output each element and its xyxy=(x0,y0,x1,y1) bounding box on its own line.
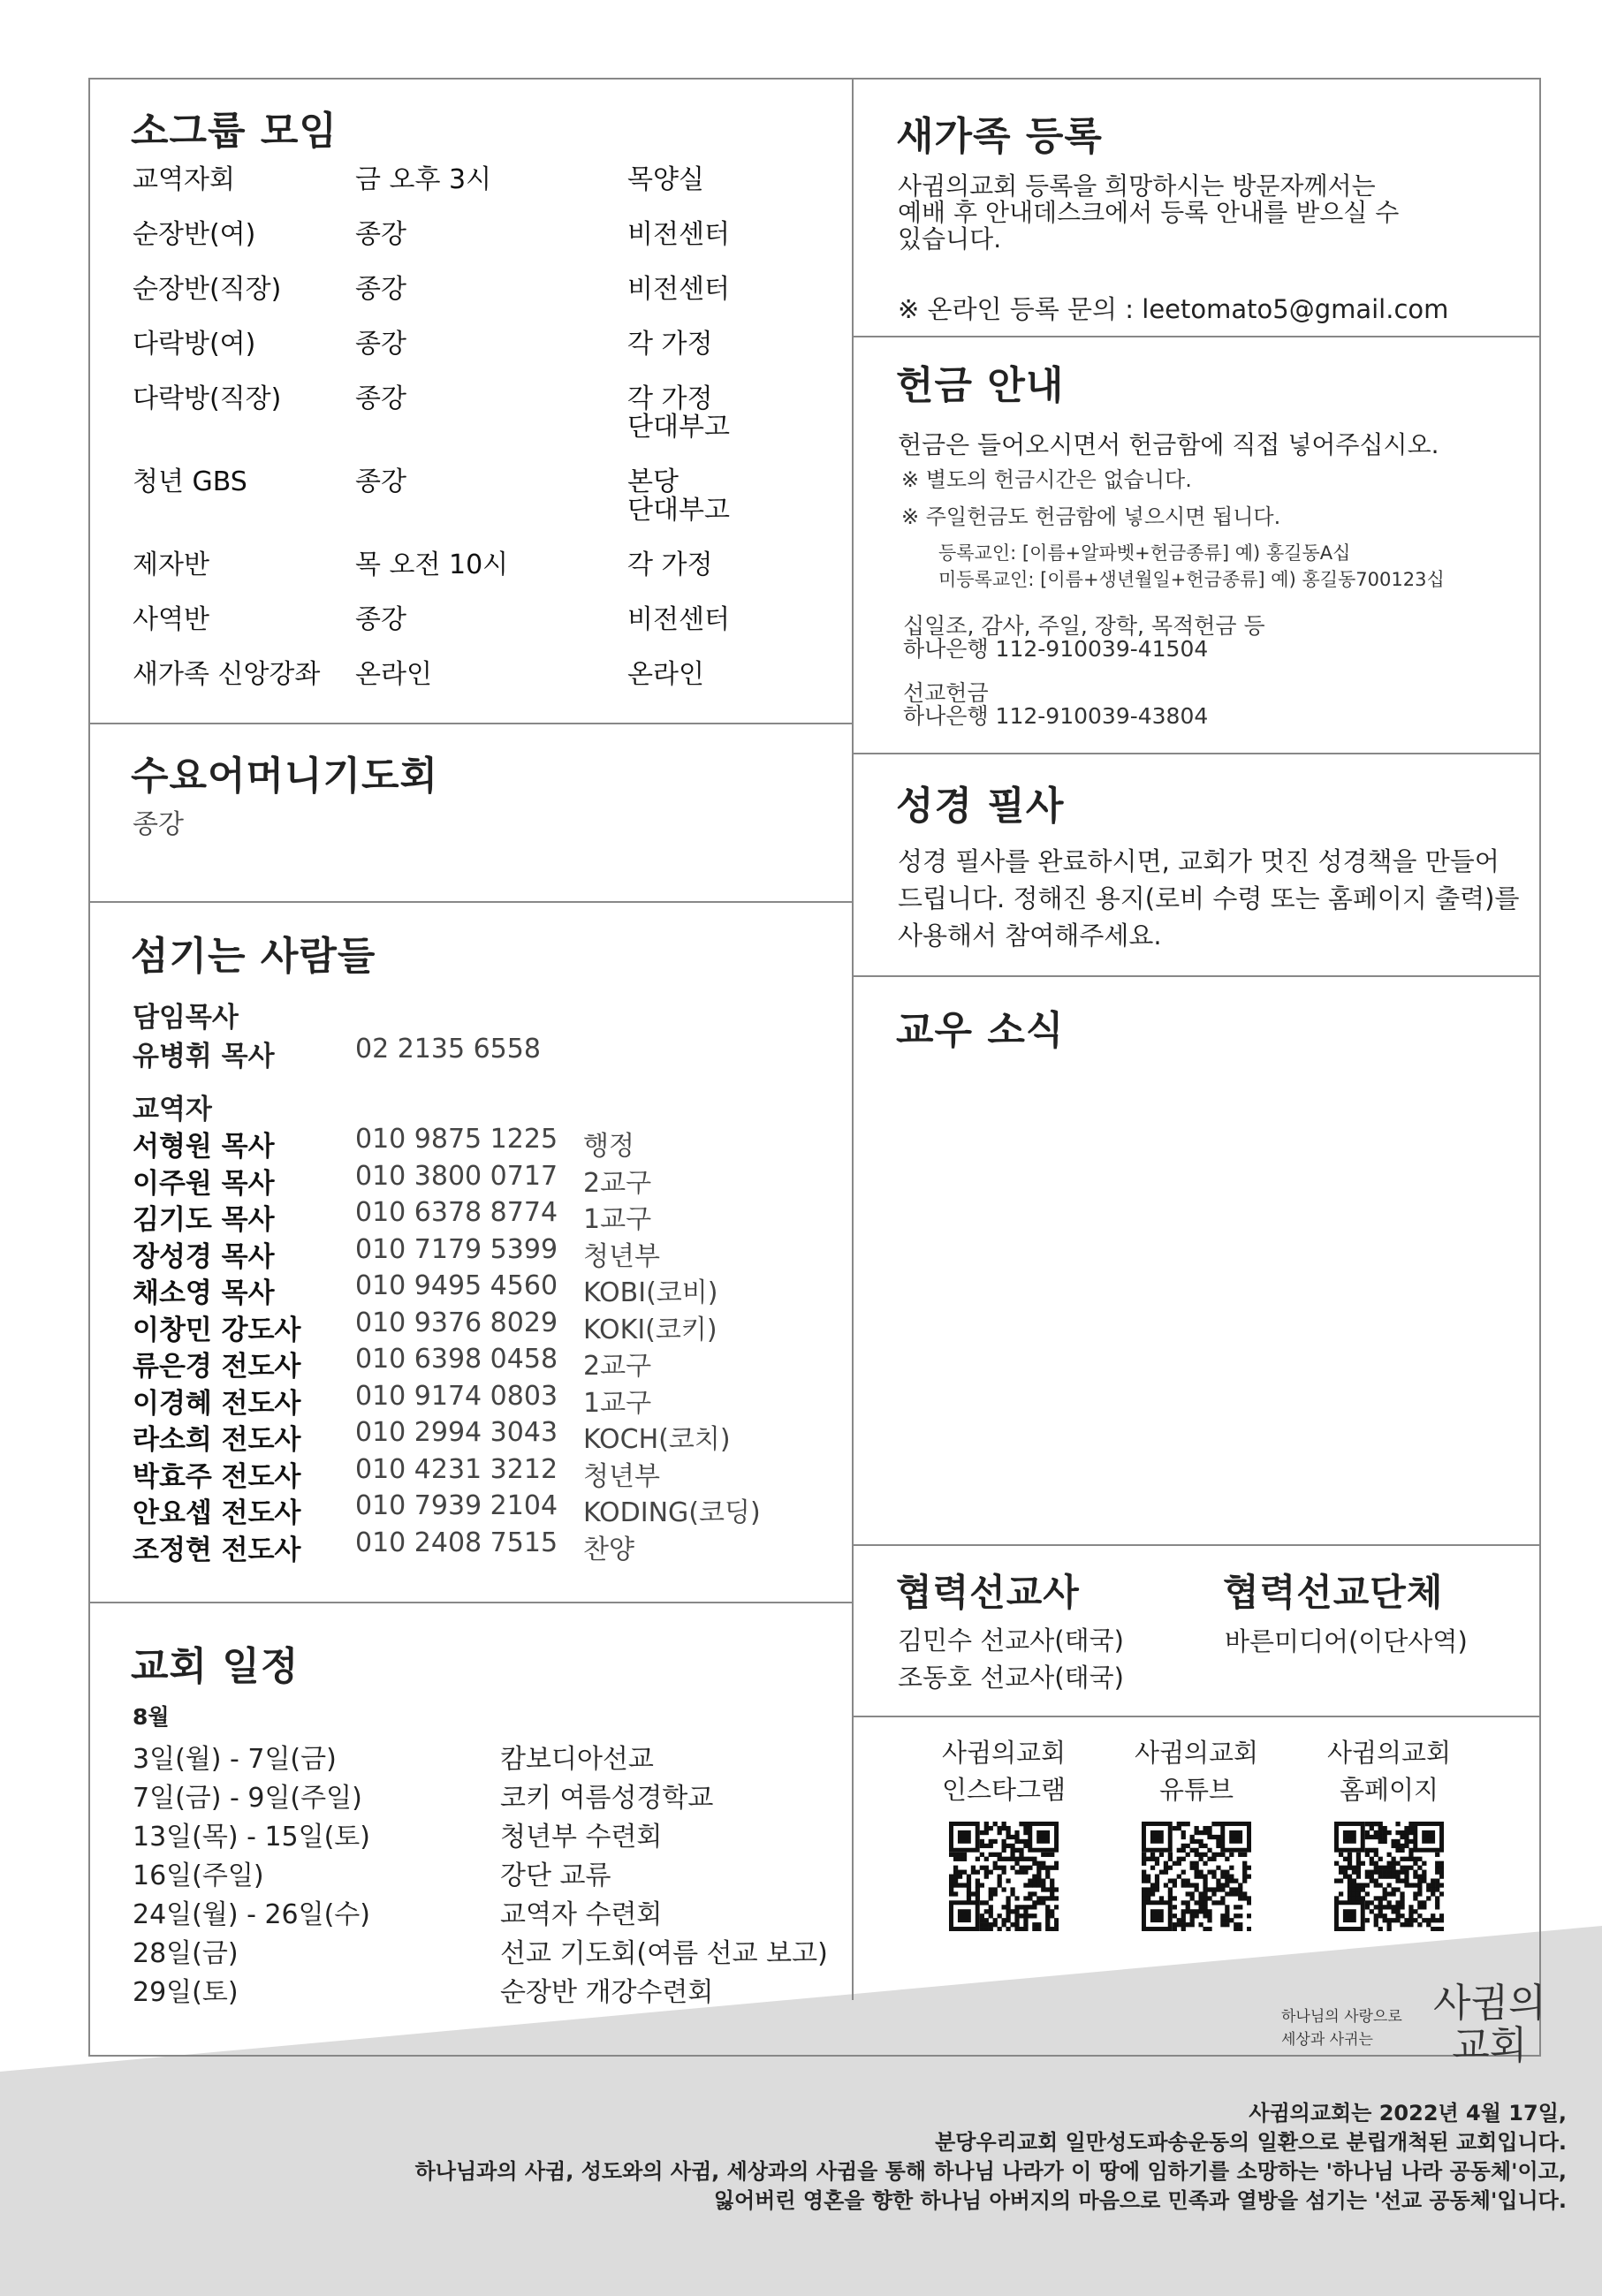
schedule-event: 강단 교류 xyxy=(500,1860,611,1891)
group-time: 종강 xyxy=(355,219,406,250)
missionary-name: 조동호 선교사(태국) xyxy=(898,1663,1124,1693)
footer-line: 사귐의교회는 2022년 4월 17일, xyxy=(1249,2101,1567,2126)
schedule-date: 7일(금) - 9일(주일) xyxy=(133,1783,362,1814)
group-time: 금 오후 3시 xyxy=(355,164,492,195)
divider xyxy=(852,1716,1541,1717)
divider xyxy=(852,336,1541,337)
group-place: 각 가정 단대부고 xyxy=(627,383,730,443)
staff-phone: 010 3800 0717 xyxy=(355,1160,558,1192)
staff-heading: 교역자 xyxy=(133,1094,212,1125)
schedule-date: 3일(월) - 7일(금) xyxy=(133,1744,337,1775)
divider xyxy=(852,1544,1541,1546)
divider xyxy=(88,723,854,724)
staff-name: 이주원 목사 xyxy=(133,1167,275,1200)
pastor-phone: 02 2135 6558 xyxy=(355,1034,541,1065)
staff-role: KODING(코딩) xyxy=(583,1497,761,1528)
bible-line: 성경 필사를 완료하시면, 교회가 멋진 성경책을 만들어 xyxy=(898,846,1500,876)
group-name: 다락방(직장) xyxy=(133,383,282,414)
newcomer-title: 새가족 등록 xyxy=(896,114,1103,159)
staff-role: 청년부 xyxy=(583,1240,660,1272)
staff-role: 청년부 xyxy=(583,1460,660,1492)
tagline-line: 세상과 사귀는 xyxy=(1281,2031,1373,2049)
qr-label: 사귐의교회 xyxy=(1326,1738,1452,1768)
group-name: 사역반 xyxy=(133,604,209,635)
small-group-title: 소그룹 모임 xyxy=(131,109,338,154)
staff-name: 김기도 목사 xyxy=(133,1204,275,1236)
divider xyxy=(88,901,854,903)
group-place: 각 가정 xyxy=(627,549,713,580)
bible-line: 사용해서 참여해주세요. xyxy=(898,921,1162,951)
staff-phone: 010 7179 5399 xyxy=(355,1233,558,1265)
homepage-qr-code[interactable] xyxy=(1334,1822,1444,1931)
staff-phone: 010 7939 2104 xyxy=(355,1490,558,1521)
footer-line: 분당우리교회 일만성도파송운동의 일환으로 분립개척된 교회입니다. xyxy=(935,2130,1567,2155)
group-time: 종강 xyxy=(355,604,406,635)
schedule-date: 28일(금) xyxy=(133,1938,239,1969)
member-news-title: 교우 소식 xyxy=(896,1008,1065,1053)
offering-title: 헌금 안내 xyxy=(896,363,1065,408)
account-label: 십일조, 감사, 주일, 장학, 목적헌금 등 xyxy=(903,613,1265,639)
staff-phone: 010 9174 0803 xyxy=(355,1380,558,1412)
group-name: 교역자회 xyxy=(133,164,235,195)
instagram-qr-code[interactable] xyxy=(949,1822,1059,1931)
logo-tagline xyxy=(1281,2005,1402,2051)
group-name: 순장반(직장) xyxy=(133,274,282,305)
missionary-list xyxy=(898,1622,1124,1696)
mission-org-name: 바른미디어(이단사역) xyxy=(1225,1626,1468,1656)
staff-name: 이창민 강도사 xyxy=(133,1314,301,1346)
staff-role: 찬양 xyxy=(583,1534,634,1565)
staff-name: 이경혜 전도사 xyxy=(133,1387,301,1420)
group-time: 목 오전 10시 xyxy=(355,549,509,580)
offering-registered-format: 등록교인: [이름+알파벳+헌금종류] 예) 홍길동A십 xyxy=(938,542,1351,564)
newcomer-line: 예배 후 안내데스크에서 등록 안내를 받으실 수 xyxy=(898,198,1400,227)
staff-role: KOBI(코비) xyxy=(583,1277,718,1308)
staff-role: 1교구 xyxy=(583,1204,652,1235)
group-place: 목양실 xyxy=(627,164,704,195)
group-time: 종강 xyxy=(355,466,406,497)
group-name: 순장반(여) xyxy=(133,219,256,250)
qr-label: 사귐의교회 xyxy=(1134,1738,1259,1768)
missionary-name: 김민수 선교사(태국) xyxy=(898,1625,1124,1656)
missionary-title: 협력선교사 xyxy=(896,1571,1080,1614)
church-logo xyxy=(1433,1982,1546,2067)
schedule-date: 13일(목) - 15일(토) xyxy=(133,1822,370,1853)
mission-org-title: 협력선교단체 xyxy=(1223,1571,1444,1614)
group-place: 온라인 xyxy=(627,659,704,690)
church-introduction xyxy=(415,2099,1567,2216)
offering-note: ※ 주일헌금도 헌금함에 넣으시면 됩니다. xyxy=(901,504,1281,529)
wednesday-prayer-title: 수요어머니기도회 xyxy=(131,754,439,799)
offering-main: 헌금은 들어오시면서 헌금함에 직접 넣어주십시오. xyxy=(898,430,1439,459)
schedule-event: 코키 여름성경학교 xyxy=(500,1783,714,1814)
staff-role: KOKI(코키) xyxy=(583,1314,717,1345)
group-name: 제자반 xyxy=(133,549,209,580)
group-place: 비전센터 xyxy=(627,604,730,635)
group-time: 종강 xyxy=(355,329,406,360)
divider xyxy=(852,753,1541,754)
schedule-event: 교역자 수련회 xyxy=(500,1899,663,1930)
staff-role: 1교구 xyxy=(583,1387,652,1419)
staff-role: 2교구 xyxy=(583,1167,652,1199)
schedule-date: 16일(주일) xyxy=(133,1860,264,1891)
staff-name: 채소영 목사 xyxy=(133,1277,275,1309)
group-time: 종강 xyxy=(355,274,406,305)
group-time: 종강 xyxy=(355,383,406,414)
staff-name: 라소희 전도사 xyxy=(133,1424,301,1456)
staff-phone: 010 4231 3212 xyxy=(355,1453,558,1485)
offering-account-general xyxy=(903,615,1265,661)
footer-line: 하나님과의 사귐, 성도와의 사귐, 세상과의 사귐을 통해 하나님 나라가 이 땅에 임하기를 소망하는 '하나님 나라 공동체'이고, xyxy=(414,2159,1567,2184)
group-name: 새가족 신앙강좌 xyxy=(133,659,321,690)
qr-label: 유튜브 xyxy=(1158,1775,1234,1805)
logo-line: 사귐의 xyxy=(1433,1981,1546,2026)
account-number: 하나은행 112-910039-41504 xyxy=(903,636,1209,662)
offering-note: ※ 별도의 헌금시간은 없습니다. xyxy=(901,467,1192,492)
account-number: 하나은행 112-910039-43804 xyxy=(903,703,1209,729)
bible-transcription-title: 성경 필사 xyxy=(896,784,1065,829)
schedule-event: 청년부 수련회 xyxy=(500,1822,663,1853)
group-time: 온라인 xyxy=(355,659,432,690)
staff-name: 장성경 목사 xyxy=(133,1240,275,1273)
staff-role: 행정 xyxy=(583,1131,634,1162)
group-name: 청년 GBS xyxy=(133,466,247,497)
group-place: 각 가정 xyxy=(627,329,713,360)
staff-phone: 010 9875 1225 xyxy=(355,1124,558,1155)
group-place: 본당 단대부고 xyxy=(627,466,730,526)
staff-name: 안요셉 전도사 xyxy=(133,1497,301,1529)
staff-role: 2교구 xyxy=(583,1351,652,1382)
pastor-heading: 담임목사 xyxy=(133,1002,239,1034)
staff-phone: 010 6378 8774 xyxy=(355,1197,558,1228)
qr-label: 인스타그램 xyxy=(941,1775,1067,1805)
offering-account-mission xyxy=(903,682,1208,728)
tagline-line: 하나님의 사랑으로 xyxy=(1281,2008,1402,2026)
staff-phone: 010 6398 0458 xyxy=(355,1344,558,1375)
account-label: 선교헌금 xyxy=(903,680,989,706)
group-place: 비전센터 xyxy=(627,274,730,305)
schedule-event: 순장반 개강수련회 xyxy=(500,1977,714,2008)
newcomer-line: 사귐의교회 등록을 희망하시는 방문자께서는 xyxy=(898,171,1376,201)
servants-title: 섬기는 사람들 xyxy=(131,934,376,979)
schedule-month: 8월 xyxy=(133,1704,170,1730)
schedule-date: 24일(월) - 26일(수) xyxy=(133,1899,370,1930)
staff-role: KOCH(코치) xyxy=(583,1424,731,1455)
logo-line: 교회 xyxy=(1452,2023,1528,2068)
newcomer-online-contact: ※ 온라인 등록 문의 : leetomato5@gmail.com xyxy=(898,294,1449,324)
bible-line: 드립니다. 정해진 용지(로비 수령 또는 홈페이지 출력)를 xyxy=(898,883,1520,913)
staff-name: 류은경 전도사 xyxy=(133,1351,301,1383)
schedule-event: 선교 기도회(여름 선교 보고) xyxy=(500,1938,828,1969)
staff-name: 조정현 전도사 xyxy=(133,1534,301,1566)
bible-transcription-text xyxy=(898,843,1519,954)
schedule-title: 교회 일정 xyxy=(131,1644,300,1689)
group-name: 다락방(여) xyxy=(133,329,256,360)
offering-unregistered-format: 미등록교인: [이름+생년월일+헌금종류] 예) 홍길동700123십 xyxy=(938,569,1445,590)
schedule-event: 캄보디아선교 xyxy=(500,1744,654,1775)
staff-phone: 010 9376 8029 xyxy=(355,1307,558,1338)
staff-phone: 010 9495 4560 xyxy=(355,1270,558,1301)
staff-phone: 010 2994 3043 xyxy=(355,1417,558,1448)
schedule-date: 29일(토) xyxy=(133,1977,239,2008)
pastor-name: 유병휘 목사 xyxy=(133,1041,275,1072)
group-place: 비전센터 xyxy=(627,219,730,250)
wednesday-prayer-status: 종강 xyxy=(133,809,184,840)
youtube-qr-code[interactable] xyxy=(1142,1822,1251,1931)
staff-name: 박효주 전도사 xyxy=(133,1460,301,1493)
staff-phone: 010 2408 7515 xyxy=(355,1527,558,1558)
footer-line: 잃어버린 영혼을 향한 하나님 아버지의 마음으로 민족과 열방을 섬기는 '선교 공동체'입니다. xyxy=(713,2188,1567,2213)
divider xyxy=(88,1602,854,1603)
newcomer-text xyxy=(898,173,1399,253)
qr-label: 홈페이지 xyxy=(1339,1775,1439,1805)
divider xyxy=(852,975,1541,977)
qr-label: 사귐의교회 xyxy=(941,1738,1067,1768)
staff-name: 서형원 목사 xyxy=(133,1131,275,1163)
newcomer-line: 있습니다. xyxy=(898,224,1002,254)
column-divider xyxy=(852,78,854,2000)
